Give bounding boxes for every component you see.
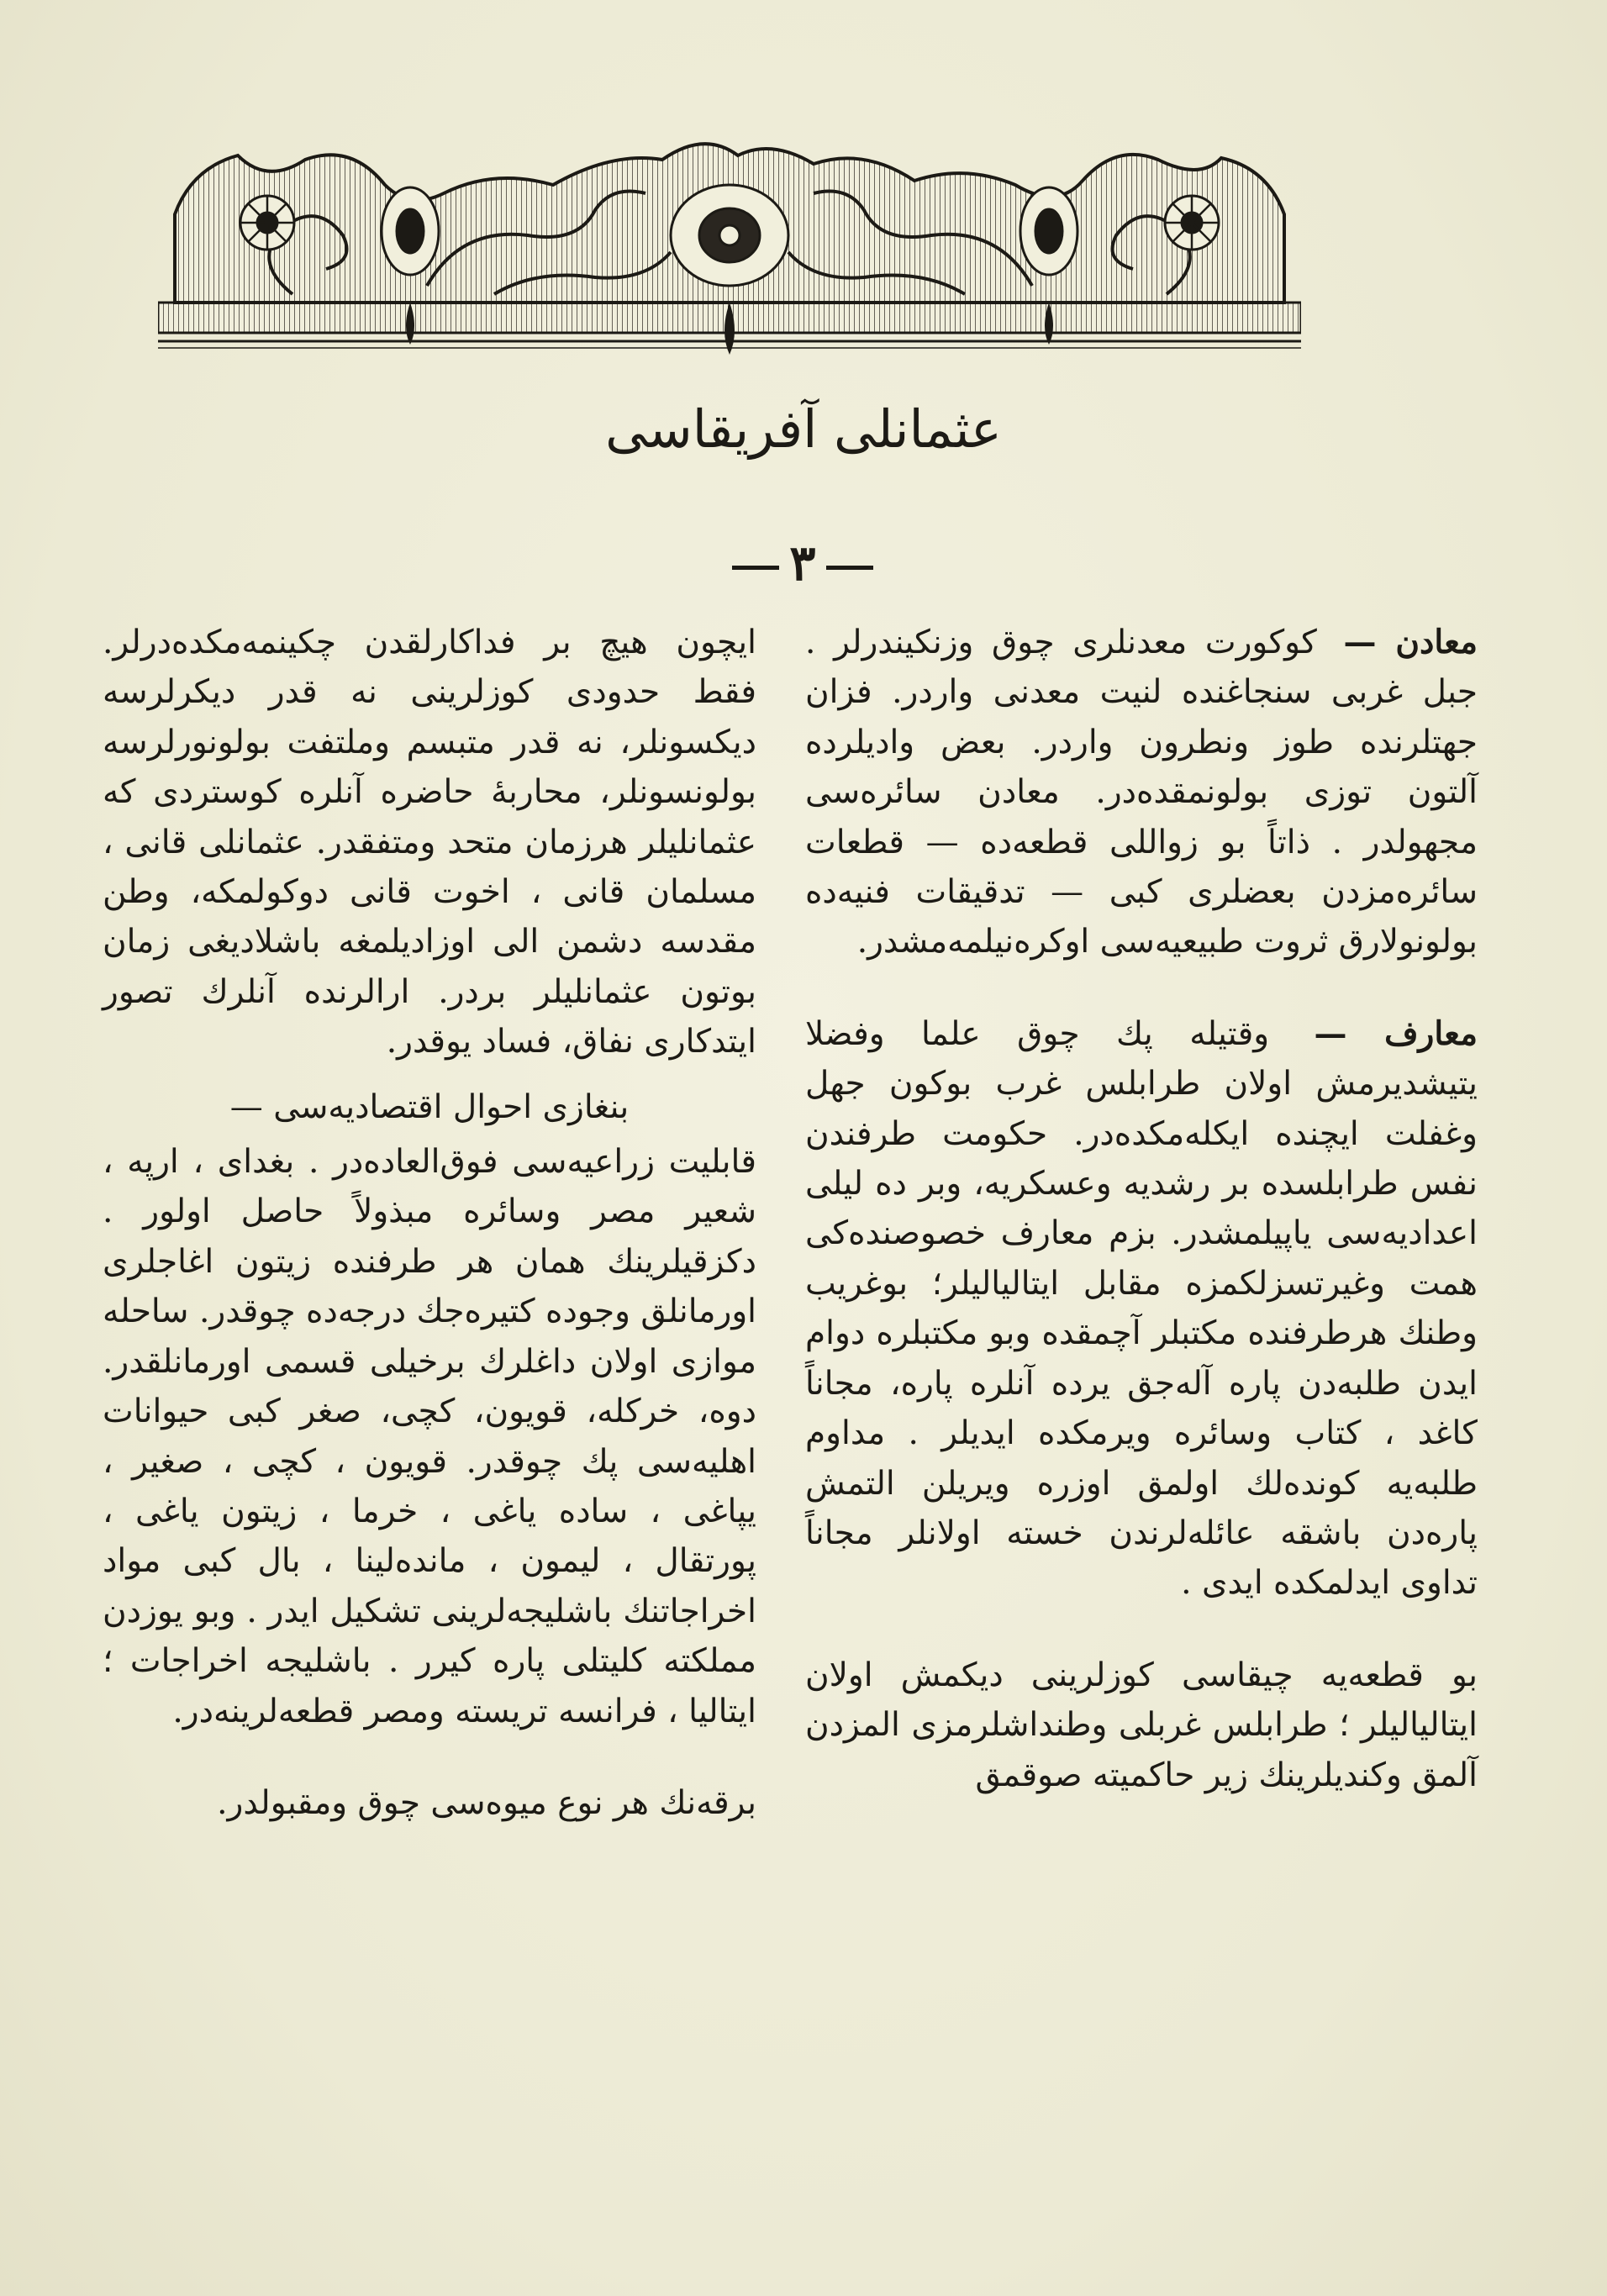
text-mines: کوکورت معدنلری چوق وزنکیندرلر . جبل غربی سنجاغنده لنیت معدنی واردر. فزان جهتلرنده طوز ونطرون واردر. بعض وادیلرده آلتون توزی بولونمقده‌در. معادن سائره‌سی مجهولدر . ذاتاً بو زواللی قطعه‌ده — قطعات سائره‌مزدن بعضلری کبی — تدقیقات فنیه‌ده بولونولارق ثروت طبیعیه‌سی اوکره‌نیلمه‌مشدر. xyxy=(805,624,1478,961)
paragraph-fruits: برقه‌نك هر نوع میوه‌سی چوق ومقبولدر. xyxy=(217,1783,756,1822)
spacer xyxy=(805,967,1478,1009)
part-number-digit: ٣ xyxy=(789,535,816,592)
part-number xyxy=(681,525,925,601)
heading-education: معارف — xyxy=(1314,1014,1478,1053)
arabesque-headpiece-icon xyxy=(158,134,1301,360)
paragraph-continuation: ایچون هیچ بر فداکارلقدن چکینمه‌مکده‌درلر. فقط حدودی کوزلرینی نه قدر دیکرلرسه دیکسونلر، نه قدر متبسم وملتفت بولونورلرسه بولونسونلر، محاربهٔ حاضره آنلره کوستردی که عثمانلیلر هرزمان متحد ومتفقدر. عثمانلی قانی ، مسلمان قانی ، اخوت قانی دوکولمکه، وطن مقدسه دشمن الی اوزادیلمغه باشلادیغی زمان بوتون عثمانلیلر بردر. ارالرنده آنلرك تصور ایتدکاری نفاق، فساد یوقدر. xyxy=(103,624,756,1061)
text-education: وقتیله پك چوق علما وفضلا یتیشدیرمش اولان طرابلس غرب بوکون جهل وغفلت ایچنده ایکله‌مکده‌در. حکومت طرفندن نفس طرابلسده بر رشدیه وعسکریه، وبر ده لیلی اعدادیه‌سی یاپیلمشدر. بزم معارف خصوصنده‌کی همت وغیرتسزلکمزه مقابل ایتالیالیلر؛ بوغریب وطنك هرطرفنده مکتبلر آچمقده وبو مکتبلره دوام ایدن طلبه‌دن پاره آله‌جق یرده آنلره پاره، مجاناً کاغد ، کتاب وسائره ویرمکده ایدیلر . مداوم طلبه‌یه کونده‌لك اولمق اوزره ویریلن التمش پاره‌دن باشقه عائله‌لرندن خسته اولانلر مجاناً تداوی ایدلمکده ایدی . xyxy=(805,1014,1478,1603)
paragraph-mines xyxy=(805,618,1478,967)
heading-mines: معادن — xyxy=(1343,623,1478,661)
paragraph-colonial xyxy=(805,1651,1478,1800)
subheading-economy: بنغازی احوال اقتصادیه‌سی — xyxy=(229,1087,630,1126)
text-colonial: بو قطعه‌یه چیقاسی کوزلرینی دیکمش اولان ایتالیالیلر ؛ طرابلس غربلی وطنداشلرمزی المزدن آلمق وکندیلرینك زیر حاکمیته صوقمق xyxy=(805,1656,1478,1794)
column-left xyxy=(103,618,756,1828)
spacer xyxy=(805,1609,1478,1651)
dash-right xyxy=(826,566,873,570)
paragraph-education xyxy=(805,1009,1478,1609)
page-title: عثمانلی آفریقاسی xyxy=(605,398,1002,460)
spacer xyxy=(103,1736,756,1778)
paragraph-economy: قابلیت زراعیه‌سی فوق‌العاده‌در . بغدای ، ارپه ، شعیر مصر وسائره مبذولاً حاصل اولور . دکزقیلرینك همان هر طرفنده زیتون اغاجلری اورمانلق وجوده کتیره‌جك درجه‌ده چوقدر. ساحله موازی اولان داغلرك برخیلی قسمی اورمانلقدر. دوه، خرکله، قویون، کچی، صغر کبی حیوانات اهلیه‌سی پك چوقدر. قویون ، کچی ، صغیر ، یپاغی ، ساده یاغی ، خرما ، زیتون یاغی ، پورتقال ، لیمون ، مانده‌لینا ، بال کبی مواد اخراجاتنك باشلیجه‌لرینی تشکیل ایدر . وبو یوزدن مملکته کلیتلی پاره کیرر . باشلیجه اخراجات ؛ ایتالیا ، فرانسه تریسته ومصر قطعه‌لرینه‌در. xyxy=(103,1143,756,1730)
column-right xyxy=(805,618,1478,1800)
dash-left xyxy=(732,566,779,570)
